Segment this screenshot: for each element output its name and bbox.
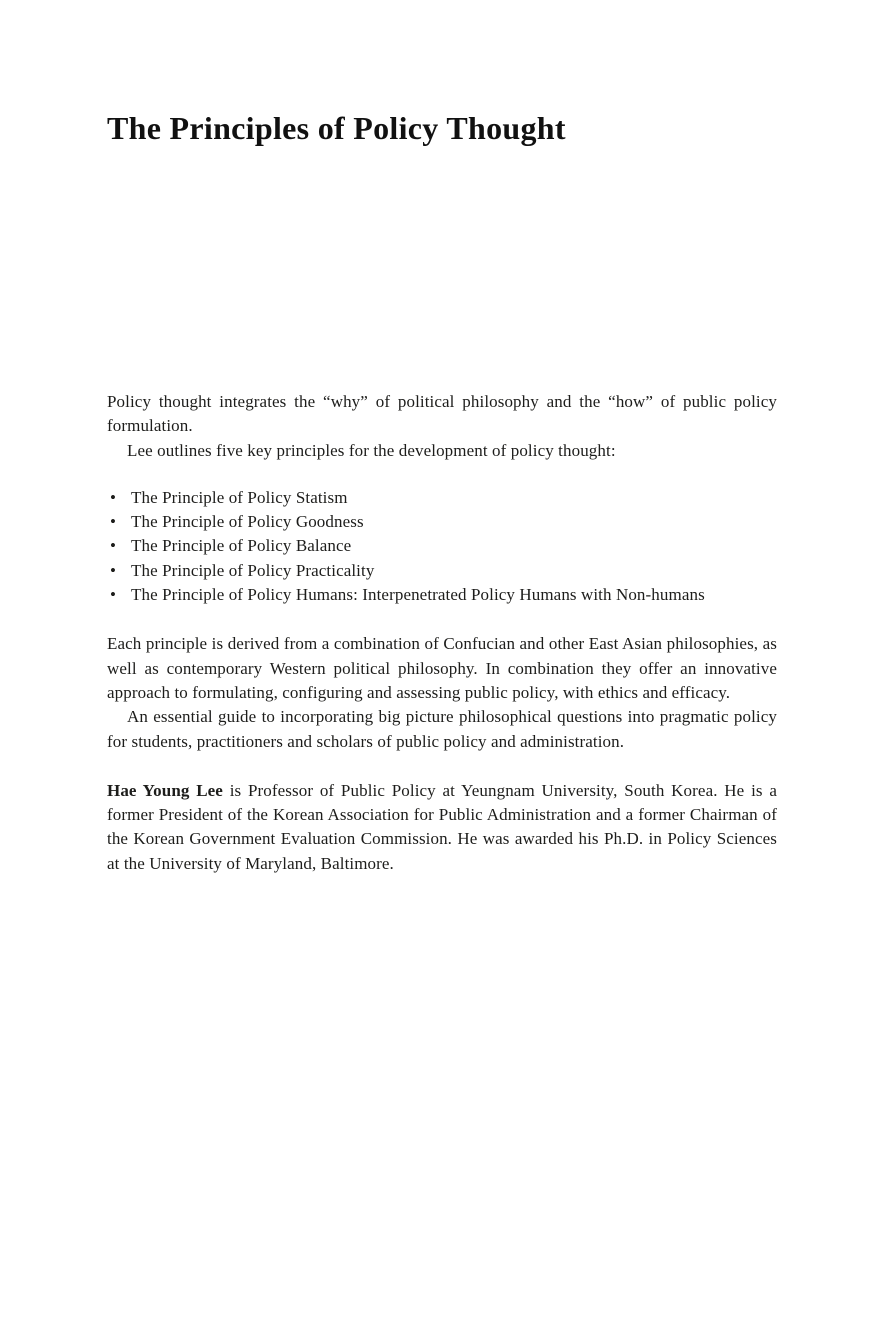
principle-text: The Principle of Policy Balance <box>131 536 352 556</box>
body-text-block <box>107 390 777 876</box>
intro-paragraph: Policy thought integrates the “why” of political philosophy and the “how” of public policy formulation. <box>107 392 777 436</box>
principles-list <box>107 486 777 607</box>
author-bio-text: is Professor of Public Policy at Yeungnam University, South Korea. He is a former President of the Korean Association for Public Administration and a former Chairman of the Korean Government Evaluation Commission. He was awarded his Ph.D. in Policy Sciences at the University of Maryland, Baltimore. <box>107 780 777 873</box>
bullet-marker: • <box>110 536 117 556</box>
principle-text: The Principle of Policy Goodness <box>131 512 364 532</box>
summary-paragraph: Each principle is derived from a combination of Confucian and other East Asian philosophies, as well as contemporary Western political philosophy. In combination they offer an innovative approach to formulating, configuring and assessing public policy, with ethics and efficacy. <box>107 634 777 702</box>
author-name: Hae Young Lee <box>107 780 223 800</box>
bullet-marker: • <box>110 512 117 532</box>
principle-text: The Principle of Policy Humans: Interpenetrated Policy Humans with Non-humans <box>131 585 705 605</box>
bullet-marker: • <box>110 585 117 605</box>
principles-lead-paragraph: Lee outlines five key principles for the development of policy thought: <box>127 440 616 460</box>
author-bio-paragraph <box>107 779 777 876</box>
list-item <box>107 534 777 558</box>
list-item <box>107 510 777 534</box>
list-item <box>107 583 777 607</box>
page-title: The Principles of Policy Thought <box>107 110 566 146</box>
bullet-marker: • <box>110 560 117 580</box>
bullet-marker: • <box>110 487 117 507</box>
principle-text: The Principle of Policy Statism <box>131 487 348 507</box>
audience-paragraph: An essential guide to incorporating big picture philosophical questions into pragmatic policy for students, practitioners and scholars of public policy and administration. <box>107 707 777 751</box>
list-item <box>107 559 777 583</box>
list-item <box>107 486 777 510</box>
principle-text: The Principle of Policy Practicality <box>131 560 375 580</box>
